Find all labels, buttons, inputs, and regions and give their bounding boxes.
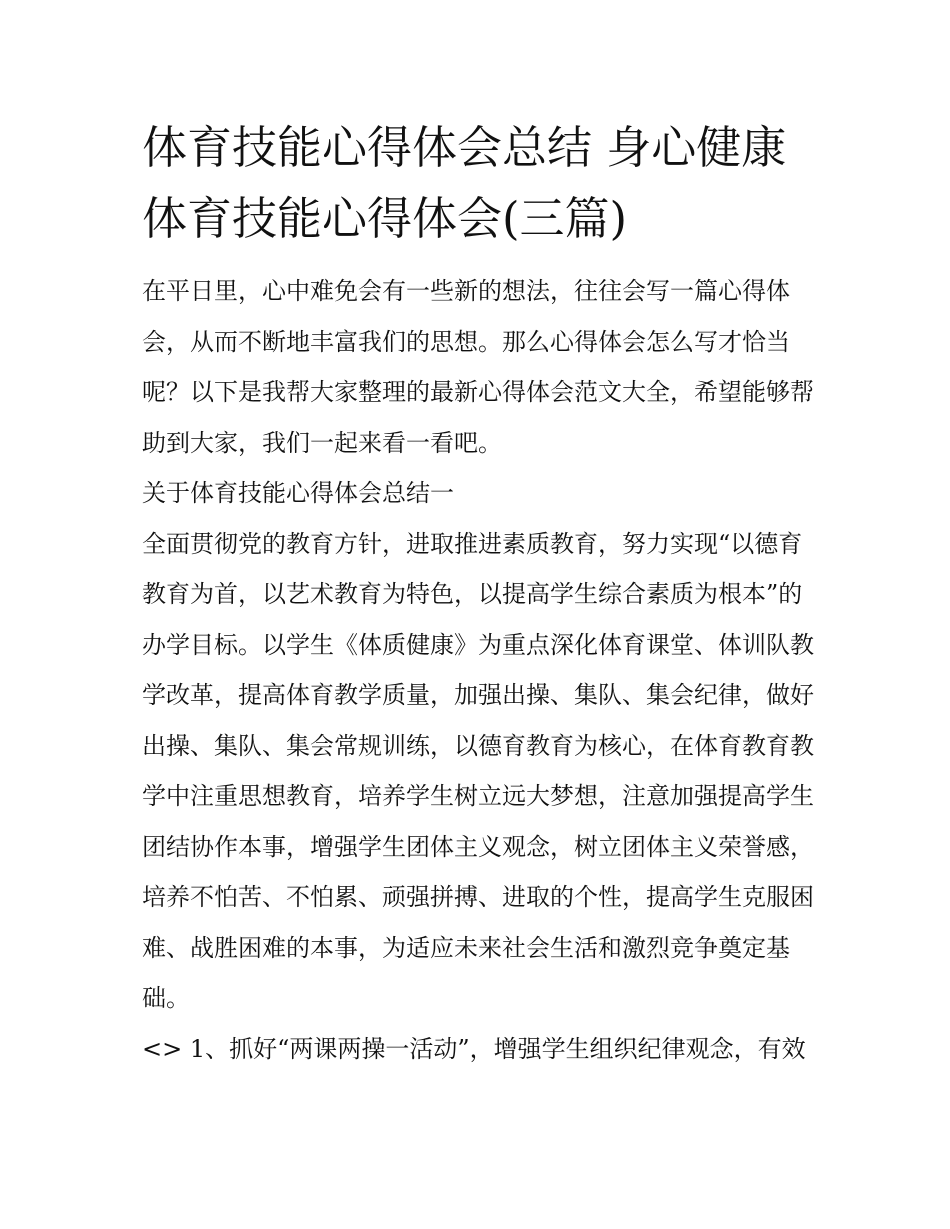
section-heading: 关于体育技能心得体会总结一 (142, 479, 454, 507)
document-body (142, 112, 814, 1074)
document-title: 体育技能心得体会总结 身心健康体育技能心得体会(三篇) (142, 121, 787, 245)
list-item-paragraph: <> 1、抓好“两课两操一活动”，增强学生组织纪律观念，有效 (142, 1034, 806, 1063)
body-paragraph: 全面贯彻党的教育方针，进取推进素质教育，努力实现“以德育教育为首，以艺术教育为特色，以提高学生综合素质为根本”的办学目标。以学生《体质健康》为重点深化体育课堂、体训队教学改革，提高体育教学质量，加强出操、集队、集会纪律，做好出操、集队、集会常规训练，以德育教育为核心，在体育教育教学中注重思想教育，培养学生树立远大梦想，注意加强提高学生团结协作本事，增强学生团体主义观念，树立团体主义荣誉感，培养不怕苦、不怕累、顽强拼搏、进取的个性，提高学生克服困难、战胜困难的本事，为适应未来社会生活和激烈竞争奠定基础。 (142, 529, 814, 1012)
intro-paragraph: 在平日里，心中难免会有一些新的想法，往往会写一篇心得体会，从而不断地丰富我们的思想。那么心得体会怎么写才恰当呢？以下是我帮大家整理的最新心得体会范文大全，希望能够帮助到大家，我们一起来看一看吧。 (142, 277, 814, 457)
